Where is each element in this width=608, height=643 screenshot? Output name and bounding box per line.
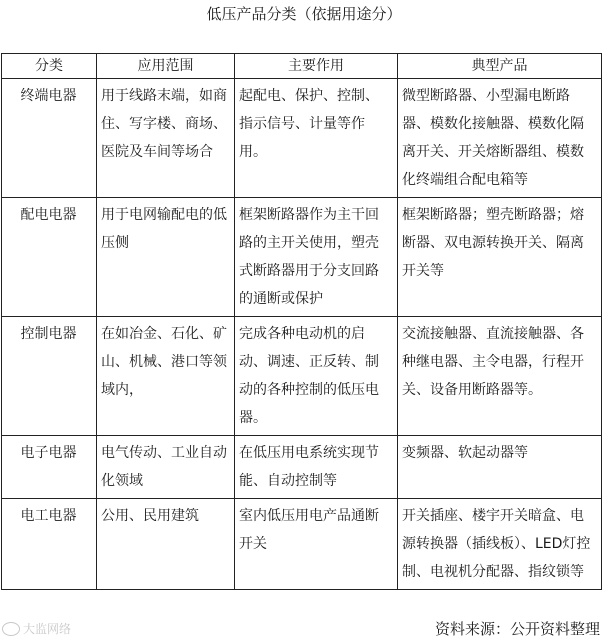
header-products: 典型产品 bbox=[398, 54, 602, 79]
source-note: 资料来源：公开资料整理 bbox=[434, 620, 600, 638]
row-scope: 用于电网输配电的低压侧 bbox=[97, 198, 235, 317]
table-row bbox=[2, 198, 602, 317]
row-products: 交流接触器、直流接触器、各种继电器、主令电器，行程开关、设备用断路器等。 bbox=[398, 317, 602, 436]
header-function: 主要作用 bbox=[235, 54, 398, 79]
table-row bbox=[2, 499, 602, 590]
row-products: 框架断路器；塑壳断路器；熔断器、双电源转换开关、隔离开关等 bbox=[398, 198, 602, 317]
table-row bbox=[2, 317, 602, 436]
row-category: 终端电器 bbox=[2, 79, 97, 198]
table-header-row bbox=[2, 54, 602, 79]
row-category: 配电电器 bbox=[2, 198, 97, 317]
watermark bbox=[2, 620, 71, 637]
row-scope: 用于线路末端，如商住、写字楼、商场、医院及车间等场合 bbox=[97, 79, 235, 198]
row-products: 微型断路器、小型漏电断路器、模数化接触器、模数化隔离开关、开关熔断器组、模数化终端组合配电箱等 bbox=[398, 79, 602, 198]
row-category: 电子电器 bbox=[2, 436, 97, 499]
row-products: 开关插座、楼宇开关暗盒、电源转换器（插线板）、LED灯控制、电视机分配器、指纹锁等 bbox=[398, 499, 602, 590]
row-function: 在低压用电系统实现节能、自动控制等 bbox=[235, 436, 398, 499]
table-row bbox=[2, 436, 602, 499]
table-title: 低压产品分类（依据用途分） bbox=[206, 5, 402, 23]
row-function: 完成各种电动机的启动、调速、正反转、制动的各种控制的低压电器。 bbox=[235, 317, 398, 436]
row-category: 电工电器 bbox=[2, 499, 97, 590]
table-row bbox=[2, 79, 602, 198]
header-scope: 应用范围 bbox=[97, 54, 235, 79]
row-scope: 公用、民用建筑 bbox=[97, 499, 235, 590]
product-classification-table bbox=[1, 53, 602, 590]
row-function: 框架断路器作为主干回路的主开关使用，塑壳式断路器用于分支回路的通断或保护 bbox=[235, 198, 398, 317]
row-category: 控制电器 bbox=[2, 317, 97, 436]
row-products: 变频器、软起动器等 bbox=[398, 436, 602, 499]
row-scope: 电气传动、工业自动化领域 bbox=[97, 436, 235, 499]
row-scope: 在如冶金、石化、矿山、机械、港口等领域内， bbox=[97, 317, 235, 436]
row-function: 起配电、保护、控制、指示信号、计量等作用。 bbox=[235, 79, 398, 198]
watermark-logo-icon bbox=[2, 622, 20, 636]
watermark-text: 大监网络 bbox=[23, 622, 72, 636]
header-category: 分类 bbox=[2, 54, 97, 79]
row-function: 室内低压用电产品通断开关 bbox=[235, 499, 398, 590]
